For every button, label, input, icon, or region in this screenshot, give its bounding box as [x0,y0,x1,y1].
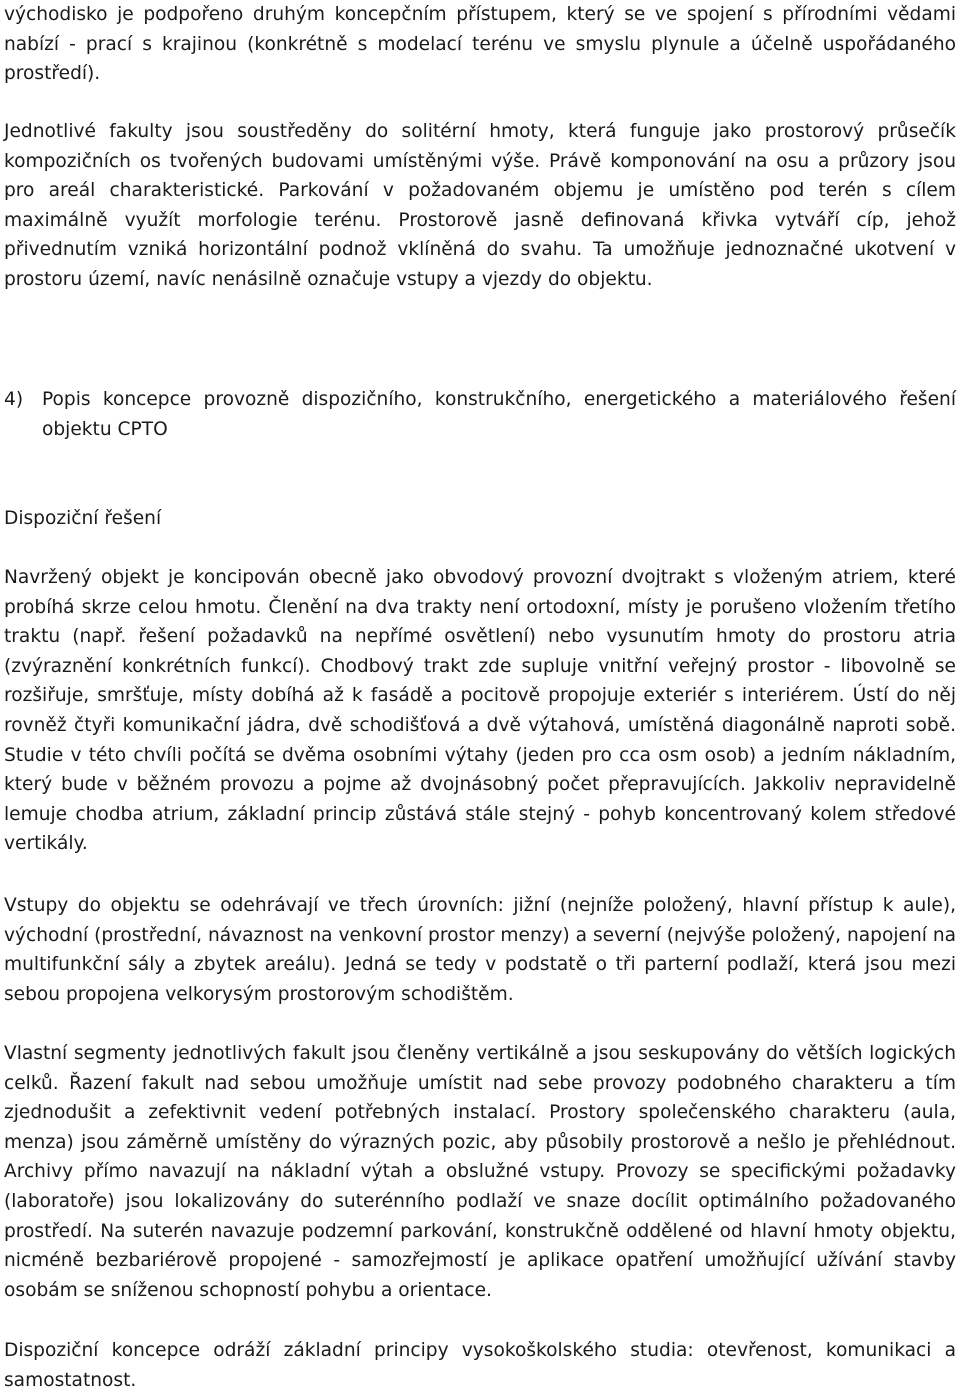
document-page [4,0,956,1390]
section-number: 4) [4,389,24,410]
section-title: Popis koncepce provozně dispozičního, konstrukčního, energetického a materiálového řešení objektu CPTO [42,389,956,440]
section-heading [4,385,956,444]
paragraph-dispozice-2: Vstupy do objektu se odehrávají ve třech úrovních: jižní (nejníže položený, hlavní přístup k aule), východní (prostřední, návaznost na venkovní prostor menzy) a severní (nejvýše položený, napojení na multifunkční sály a zbytek areálu). Jedná se tedy v podstatě o tři parterní podlaží, která jsou mezi sebou propojena velkorysým prostorovým schodištěm. [4,895,956,1005]
paragraph-faculties: Jednotlivé fakulty jsou soustředěny do solitérní hmoty, která funguje jako prostorový průsečík kompozičních os tvořených budovami umístěnými výše. Právě komponování na osu a průzory jsou pro areál charakteristické. Parkování v požadovaném objemu je umístěno pod terén s cílem maximálně využít morfologie terénu. Prostorově jasně definovaná křivka vytváří cíp, jehož přivednutím vzniká horizontální podnož vklíněná do svahu. Ta umožňuje jednoznačné ukotvení v prostoru území, navíc nenásilně označuje vstupy a vjezdy do objektu. [4,121,956,290]
paragraph-dispozice-3: Vlastní segmenty jednotlivých fakult jsou členěny vertikálně a jsou seskupovány do větších logických celků. Řazení fakult nad sebou umožňuje umístit nad sebe provozy podobného charakteru a tím zjednodušit a zefektivnit vedení potřebných instalací. Prostory společenského charakteru (aula, menza) jsou záměrně umístěny do výrazných pozic, aby působily prostorově a nešlo je přehlédnout. Archivy přímo navazují na nákladní výtah a obslužné vstupy. Provozy se specifickými požadavky (laboratoře) jsou lokalizovány do suterénního podlaží ve snaze docílit optimálního požadovaného prostředí. Na suterén navazuje podzemní parkování, konstrukčně oddělené od hlavní hmoty objektu, nicméně bezbariérově propojené - samozřejmostí je aplikace opatření umožňující užívání stavby osobám se sníženou schopností pohybu a orientace. [4,1043,956,1301]
paragraph-dispozice-4: Dispoziční koncepce odráží základní principy vysokoškolského studia: otevřenost, komunikaci a samostatnost. [4,1340,956,1391]
paragraph-dispozice-1: Navržený objekt je koncipován obecně jako obvodový provozní dvojtrakt s vloženým atriem, které probíhá skrze celou hmotu. Členění na dva trakty není ortodoxní, místy je porušeno vložením třetího traktu (např. řešení požadavků na nepřímé osvětlení) nebo vysunutím hmoty do prostoru atria (zvýraznění konkrétních funkcí). Chodbový trakt zde supluje vnitřní veřejný prostor - libovolně se rozšiřuje, smršťuje, místy dobíhá až k fasádě a pocitově propojuje exteriér s interiérem. Ústí do něj rovněž čtyři komunikační jádra, dvě schodišťová a dvě výtahová, umístěná diagonálně naproti sobě. Studie v této chvíli počítá se dvěma osobními výtahy (jeden pro cca osm osob) a jedním nákladním, který bude v běžném provozu a pojme až dvojnásobný počet přepravujících. Jakkoliv nepravidelně lemuje chodba atrium, základní princip zůstává stále stejný - pohyb koncentrovaný kolem středové vertikály. [4,567,956,855]
paragraph-intro: východisko je podpořeno druhým koncepčním přístupem, který se ve spojení s přírodními vědami nabízí - prací s krajinou (konkrétně s modelací terénu ve smyslu plynule a účelně uspořádaného prostředí). [4,4,956,85]
subheading-dispozicni-reseni: Dispoziční řešení [4,508,162,529]
